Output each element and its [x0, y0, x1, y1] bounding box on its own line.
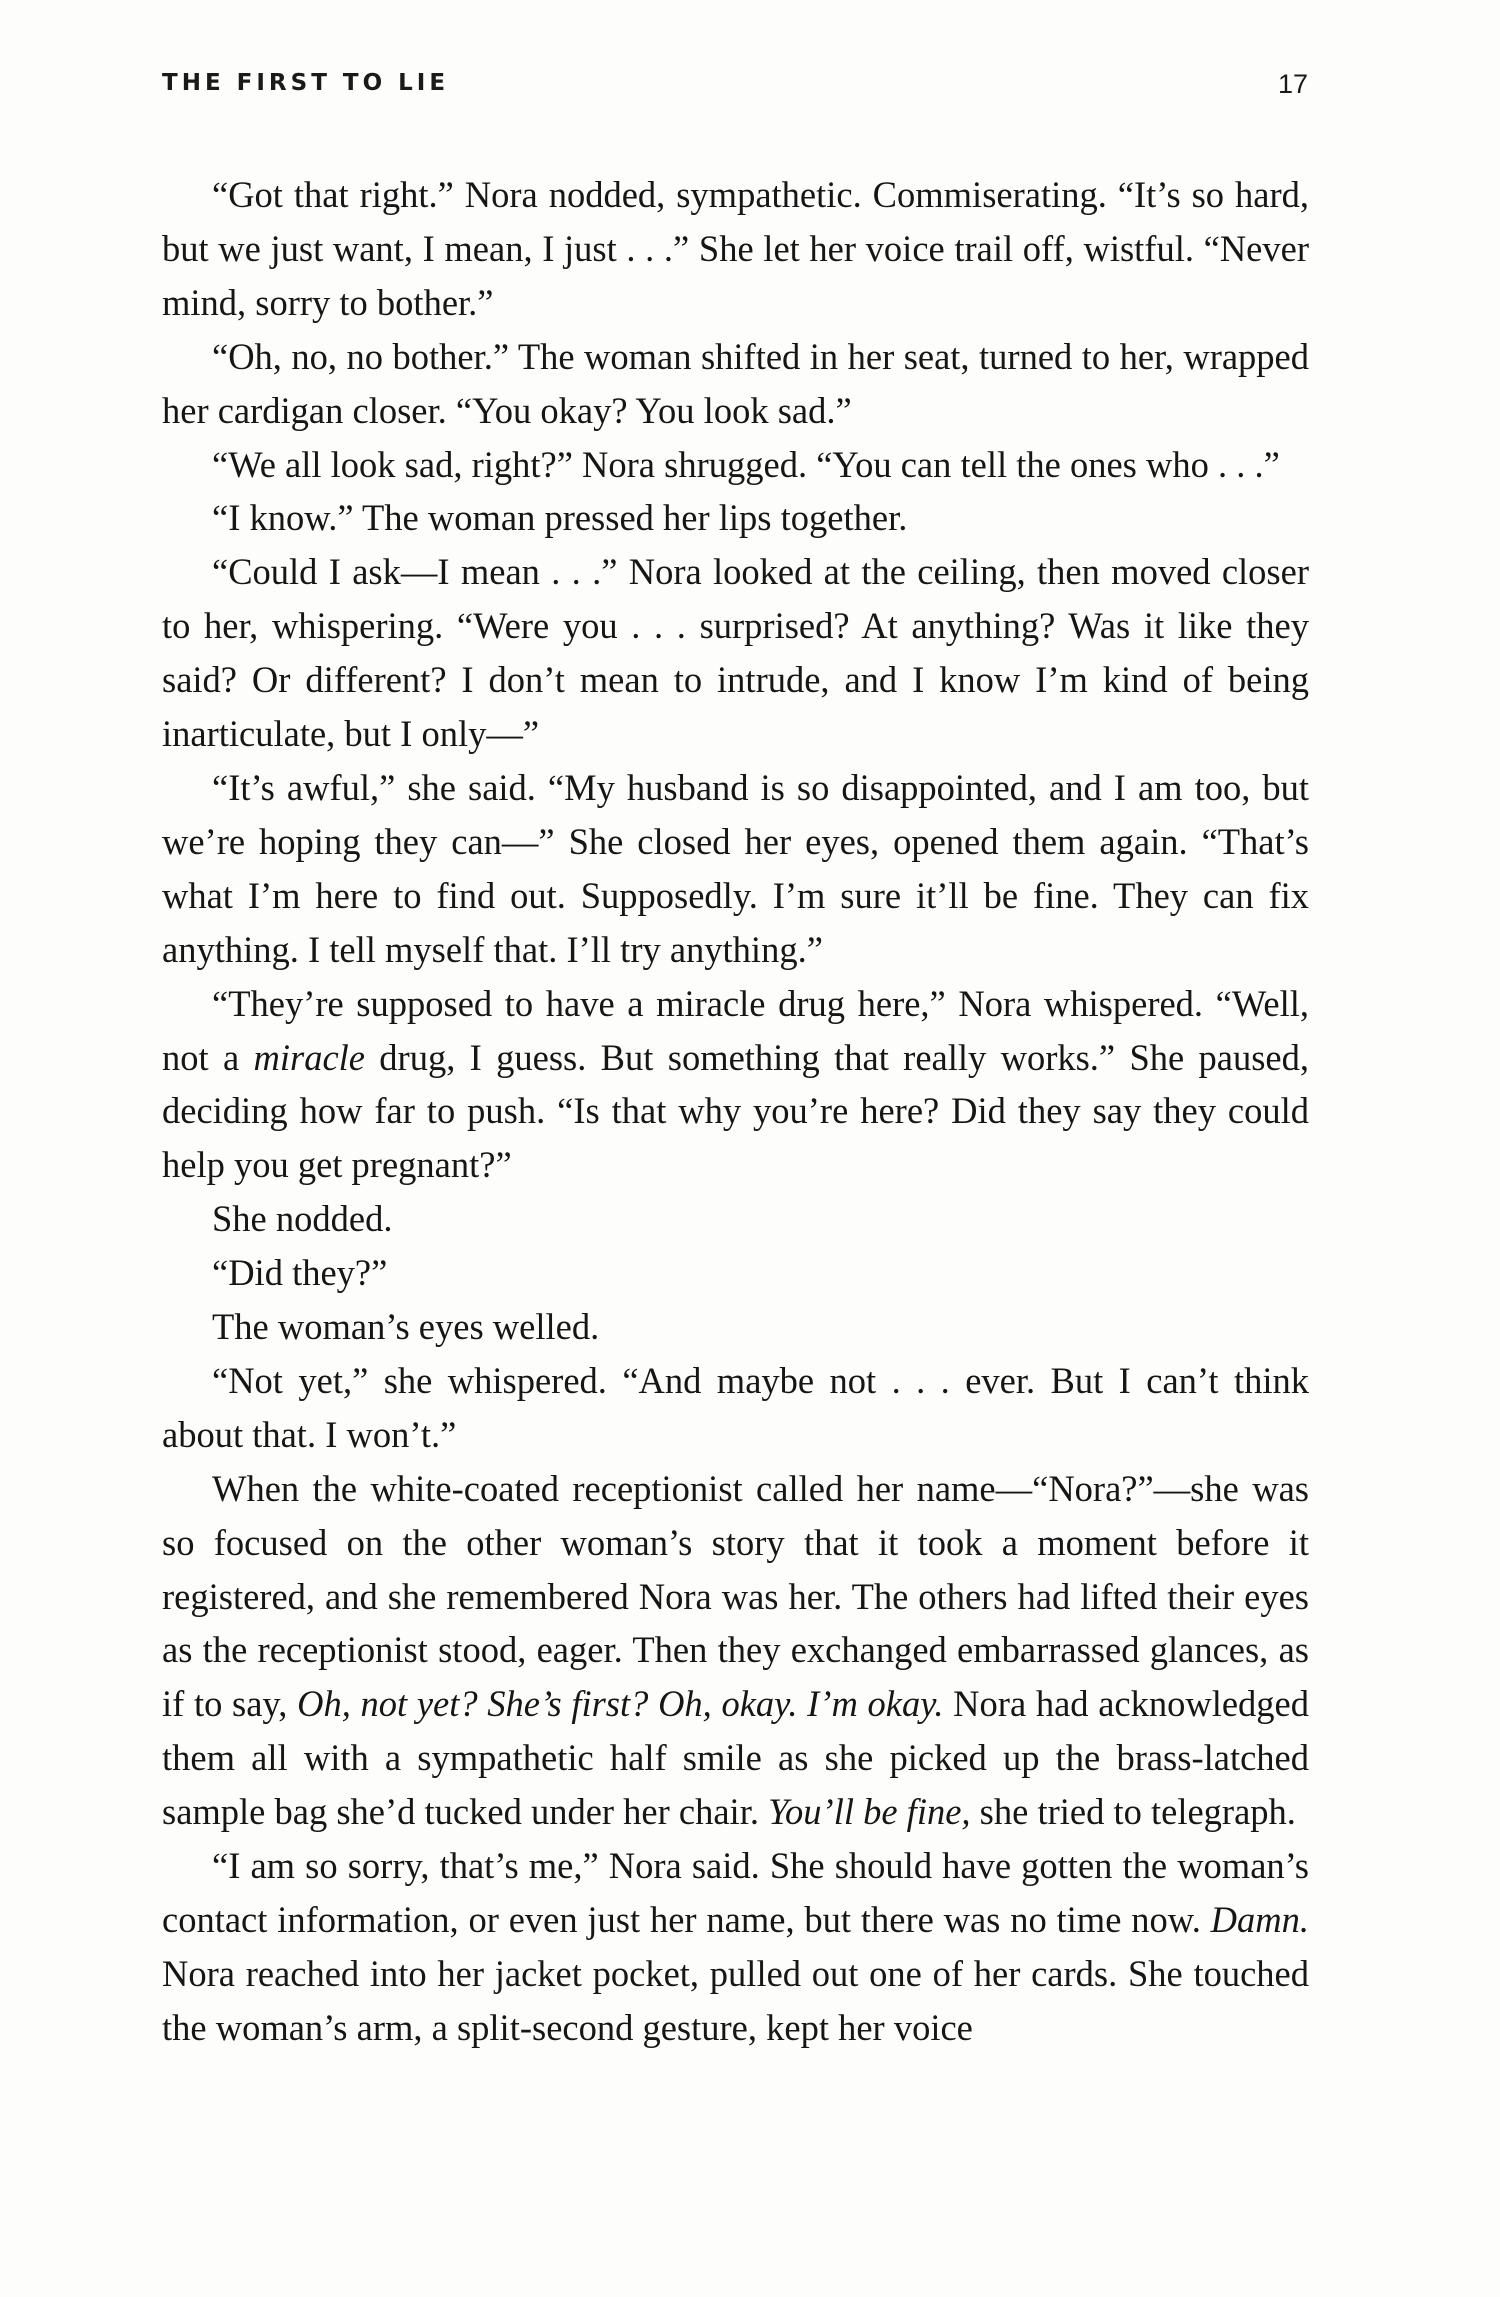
paragraph: “Got that right.” Nora nodded, sympathetic. Commiserating. “It’s so hard, but we just want, I mean, I just . . .” She let her voice trail off, wistful. “Never mind, sorry to bother.” [162, 174, 1309, 323]
paragraph [162, 1839, 1309, 2055]
paragraph: “Not yet,” she whispered. “And maybe not . . . ever. But I can’t think about that. I won’t.” [162, 1359, 1309, 1455]
paragraph: “Could I ask—I mean . . .” Nora looked at the ceiling, then moved closer to her, whispering. “Were you . . . surprised? At anything? Was it like they said? Or different? I don’t mean to intrude, and I know I’m kind of being inarticulate, but I only—” [162, 551, 1309, 755]
italic-text: You’ll be fine, [768, 1791, 971, 1833]
italic-text: miracle [253, 1036, 365, 1078]
paragraph [162, 977, 1309, 1193]
page-number: 17 [1277, 69, 1308, 99]
text-run: When the white-coated receptionist called her name—“Nora?”—she was so focused on the other woman’s story that it took a moment before it registered, and she remembered Nora was her. The others had lifted their eyes as the receptionist stood, eager. Then they exchanged embarrassed glances, as if to say, [162, 1467, 1309, 1725]
italic-text: Oh, not yet? She’s first? Oh, okay. I’m okay. [297, 1683, 944, 1725]
paragraph: “It’s awful,” she said. “My husband is so disappointed, and I am too, but we’re hoping they can—” She closed her eyes, opened them again. “That’s what I’m here to find out. Supposedly. I’m sure it’ll be fine. They can fix anything. I tell myself that. I’ll try anything.” [162, 766, 1309, 970]
running-title: THE FIRST TO LIE [162, 70, 450, 96]
body-text [162, 168, 1309, 2055]
paragraph: “We all look sad, right?” Nora shrugged. “You can tell the ones who . . .” [212, 443, 1280, 485]
paragraph [162, 1462, 1309, 1839]
paragraph: “I know.” The woman pressed her lips together. [212, 497, 908, 539]
paragraph: The woman’s eyes welled. [212, 1306, 600, 1348]
paragraph: She nodded. [212, 1198, 393, 1240]
text-run: Nora reached into her jacket pocket, pulled out one of her cards. She touched the woman’s arm, a split-second gesture, kept her voice [162, 1952, 1309, 2048]
paragraph: “Did they?” [212, 1252, 388, 1294]
text-run: drug, I guess. But something that really works.” She paused, deciding how far to push. “Is that why you’re here? Did they say they could help you get pregnant?” [162, 1036, 1310, 1186]
text-run: she tried to telegraph. [970, 1791, 1296, 1833]
text-run: “They’re supposed to have a miracle drug here,” Nora whispered. “Well, not a [162, 982, 1309, 1078]
text-run: “I am so sorry, that’s me,” Nora said. She should have gotten the woman’s contact information, or even just her name, but there was no time now. [162, 1845, 1309, 1940]
italic-text: Damn. [1210, 1899, 1309, 1940]
text-run: Nora had acknowledged them all with a sympathetic half smile as she picked up the brass-latched sample bag she’d tucked under her chair. [162, 1683, 1309, 1833]
paragraph: “Oh, no, no bother.” The woman shifted in her seat, turned to her, wrapped her cardigan closer. “You okay? You look sad.” [162, 335, 1309, 431]
